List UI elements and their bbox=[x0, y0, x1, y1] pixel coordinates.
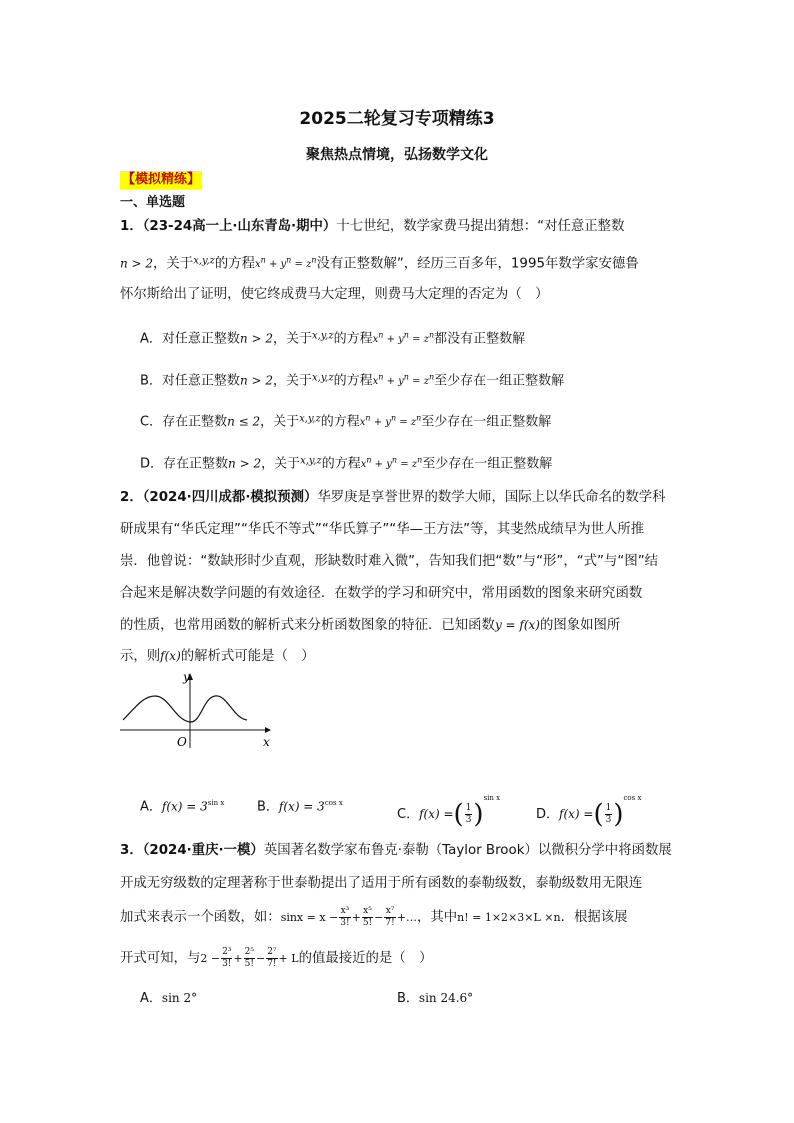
q1-line-3: 怀尔斯给出了证明，使它终成费马大定理，则费马大定理的否定为（ ） bbox=[120, 287, 549, 302]
q3-expression: 2 − $\frac{\text{2³}}{3!}$ + $\frac{\text{2⁵}}{5!}$ − $\frac{\text{2⁷}}{7!}$ + L bbox=[200, 947, 299, 969]
q2-math-y-fx: y = f(x) bbox=[494, 618, 540, 632]
q3-line-2: 开成无穷级数的定理著称于世泰勒提出了适用于所有函数的泰勒级数，泰勒级数用无限连 bbox=[120, 876, 643, 891]
q1-option-a[interactable]: A．对任意正整数n > 2，关于$^{x,y,z}$的方程$x^n + y^n = z^n$都没有正整数解 bbox=[140, 330, 526, 347]
q2-line-5: 的性质，也常用函数的解析式来分析函数图象的特征．已知函数y = f(x)的图象如图所 bbox=[120, 618, 621, 633]
q3-factorial: n! = 1×2×3×L ×n bbox=[457, 911, 561, 924]
origin-label: O bbox=[177, 735, 187, 749]
q1-line-2 bbox=[120, 251, 639, 275]
section-heading: 一、单选题 bbox=[120, 195, 186, 210]
q2-option-d[interactable]: D．f(x) =( $\frac{1}{3}$ )$^{cos x}$ bbox=[536, 794, 642, 830]
q1-math-equation: $x^n + y^n = z^n$ bbox=[254, 256, 317, 271]
q3-line-4: 开式可知，与2 − $\frac{\text{2³}}{3!}$ + $\frac{\text{2⁵}}{5!}$ − $\frac{\text{2⁷}}{7!}$ + L的值最接近的是（ ） bbox=[120, 947, 433, 969]
x-label: x bbox=[263, 735, 270, 749]
q1-number: 1． bbox=[120, 219, 143, 234]
q1-text-2b: 的方程 bbox=[214, 256, 255, 272]
q3-series: sinx = x − $\frac{\text{x³}}{3!}$ + $\frac{\text{x⁵}}{5!}$ − $\frac{\text{x⁷}}{7!}$ +… bbox=[280, 906, 417, 928]
q2-line-1: 2．（2024·四川成都·模拟预测）华罗庚是享誉世界的数学大师，国际上以华氏命名的数学科 bbox=[120, 490, 666, 505]
function-graph bbox=[115, 668, 280, 750]
q2-line-2: 研成果有“华氏定理”“华氏不等式”“华氏算子”“华—王方法”等，其斐然成绩早为世人所推 bbox=[120, 522, 645, 537]
page-subtitle: 聚焦热点情境，弘扬数学文化 bbox=[306, 147, 488, 163]
q3-line-3: 加式来表示一个函数，如：sinx = x − $\frac{\text{x³}}{3!}$ + $\frac{\text{x⁵}}{5!}$ − $\frac{\text{x⁷}}{7!}$ +…，其中n! = 1×2×3×L ×n．根据该展 bbox=[120, 906, 628, 928]
x-axis-arrow bbox=[265, 727, 271, 733]
q1-math-n-gt-2: n > 2 bbox=[120, 256, 154, 271]
q1-math-xyz: x,y,z bbox=[193, 255, 215, 267]
q2-source: （2024·四川成都·模拟预测） bbox=[142, 490, 318, 505]
q1-option-d[interactable]: D．存在正整数n > 2，关于$^{x,y,z}$的方程$x^n + y^n = z^n$至少存在一组正整数解 bbox=[140, 455, 553, 472]
q3-line-1: 3．（2024·重庆·一模）英国著名数学家布鲁克·泰勒（Taylor Brook）以微积分学中将函数展 bbox=[120, 843, 672, 858]
q2-option-c[interactable]: C．f(x) =( $\frac{1}{3}$ )$^{sin x}$ bbox=[397, 794, 501, 830]
q1-option-b[interactable]: B．对任意正整数n > 2，关于$^{x,y,z}$的方程$x^n + y^n = z^n$至少存在一组正整数解 bbox=[140, 372, 565, 389]
q3-option-b[interactable]: B．sin 24.6° bbox=[397, 991, 474, 1006]
q1-option-c[interactable]: C．存在正整数n ≤ 2，关于$^{x,y,z}$的方程$x^n + y^n = z^n$至少存在一组正整数解 bbox=[140, 413, 552, 430]
q1-line-1 bbox=[120, 217, 624, 237]
q3-number: 3． bbox=[120, 843, 143, 858]
q1-text-1: 十七世纪，数学家费马提出猜想：“对任意正整数 bbox=[336, 219, 625, 234]
section-tag: 【模拟精练】 bbox=[122, 172, 201, 187]
q2-line-3: 崇．他曾说：“数缺形时少直观，形缺数时难入微”，告知我们把“数”与“形”，“式”与“图”结 bbox=[120, 554, 659, 569]
y-label: y bbox=[183, 670, 190, 684]
curve bbox=[123, 696, 247, 722]
q1-text-2c: 没有正整数解”，经历三百多年，1995年数学家安德鲁 bbox=[316, 256, 639, 272]
q1-source: （23-24高一上·山东青岛·期中） bbox=[142, 219, 337, 234]
q2-option-a[interactable]: A．$f(x) = 3^{sin x}$ bbox=[140, 799, 225, 815]
q3-source: （2024·重庆·一模） bbox=[142, 843, 264, 858]
q2-option-b[interactable]: B．$f(x) = 3^{cos x}$ bbox=[257, 799, 343, 815]
q2-line-4: 合起来是解决数学问题的有效途径．在数学的学习和研究中，常用函数的图象来研究函数 bbox=[120, 586, 643, 601]
q2-line-6: 示，则f(x)的解析式可能是（ ） bbox=[120, 649, 315, 664]
q2-number: 2． bbox=[120, 490, 143, 505]
q1-text-2a: ，关于 bbox=[153, 256, 194, 272]
page-title: 2025二轮复习专项精练3 bbox=[299, 109, 495, 129]
q2-math-fx: f(x) bbox=[160, 649, 181, 663]
q3-option-a[interactable]: A．sin 2° bbox=[140, 991, 198, 1006]
